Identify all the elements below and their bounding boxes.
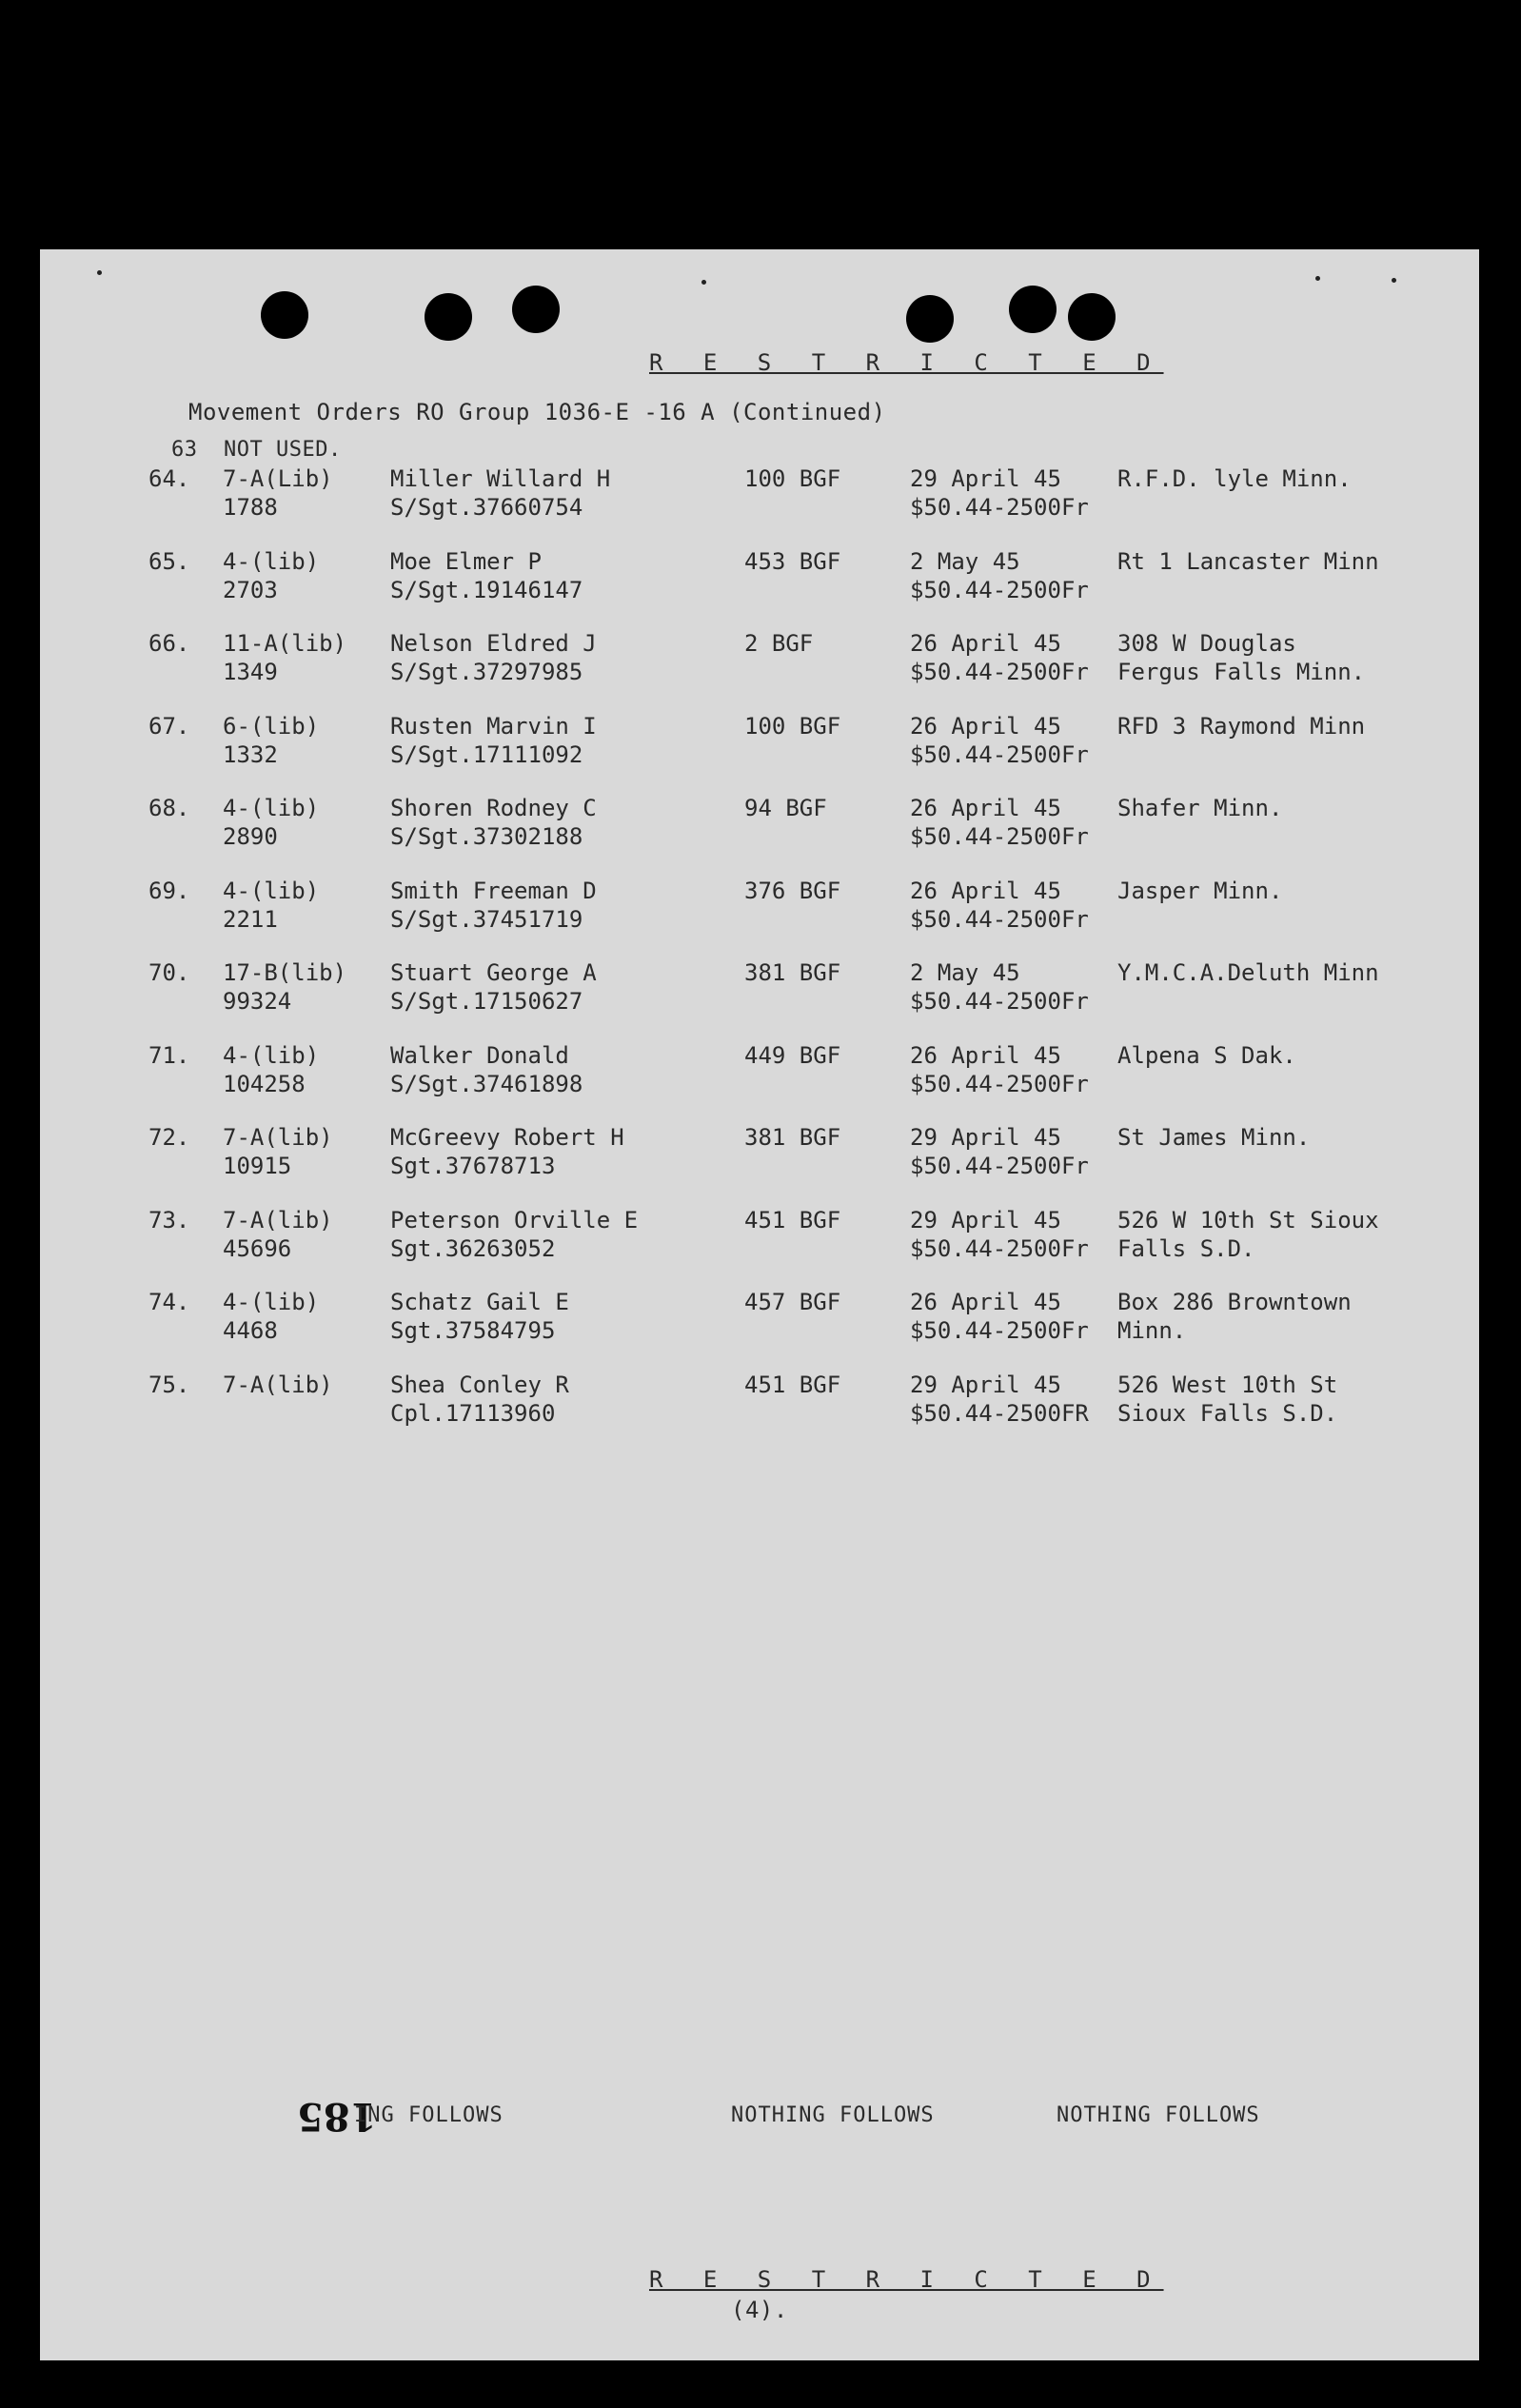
cell-rank: S/Sgt.19146147 [390, 576, 583, 603]
cell-pay: $50.44-2500Fr [910, 905, 1089, 933]
table-row [40, 958, 1479, 1016]
cell-addr1: Rt 1 Lancaster Minn [1117, 547, 1379, 575]
cell-pay: $50.44-2500Fr [910, 1317, 1089, 1344]
cell-unit: 453 BGF [744, 547, 841, 575]
cell-rank: S/Sgt.17111092 [390, 740, 583, 768]
cell-code: 45696 [223, 1234, 292, 1262]
cell-rank: Sgt.37584795 [390, 1317, 556, 1344]
cell-name: Shoren Rodney C [390, 795, 597, 821]
table-row [40, 877, 1479, 934]
document-subtitle: Movement Orders RO Group 1036-E -16 A (Continued) [188, 399, 886, 425]
cell-rank: S/Sgt.37297985 [390, 659, 583, 685]
cell-unit: 376 BGF [744, 877, 841, 904]
cell-addr2: Falls S.D. [1117, 1234, 1255, 1262]
cell-unit: 451 BGF [744, 1206, 841, 1234]
cell-addr2: Fergus Falls Minn. [1117, 659, 1366, 685]
cell-date: 2 May 45 [910, 959, 1020, 986]
cell-code: 1788 [223, 494, 278, 521]
cell-rank: S/Sgt.37461898 [390, 1070, 583, 1097]
page-number: (4). [731, 2297, 788, 2323]
cell-num: 67. [148, 712, 190, 740]
nothing-follows-1: ING FOLLOWS [354, 2103, 504, 2127]
table-row [40, 1371, 1479, 1428]
cell-num: 71. [148, 1041, 190, 1069]
cell-unit: 451 BGF [744, 1371, 841, 1398]
speck [1315, 276, 1320, 281]
cell-date: 26 April 45 [910, 877, 1061, 904]
table-row [40, 464, 1479, 522]
cell-pay: $50.44-2500Fr [910, 659, 1089, 685]
cell-class: 17-B(lib) [223, 959, 347, 986]
cell-class: 7-A(lib) [223, 1124, 333, 1151]
cell-code: 2890 [223, 823, 278, 850]
cell-unit: 100 BGF [744, 712, 841, 740]
table-row [40, 547, 1479, 604]
cell-num: 64. [148, 465, 190, 492]
cell-date: 29 April 45 [910, 1206, 1061, 1234]
cell-addr1: RFD 3 Raymond Minn [1117, 712, 1366, 740]
table-row [40, 1288, 1479, 1345]
cell-addr1: Alpena S Dak. [1117, 1041, 1296, 1069]
cell-class: 4-(lib) [223, 1289, 320, 1315]
cell-rank: S/Sgt.17150627 [390, 988, 583, 1015]
cell-rank: Cpl.17113960 [390, 1399, 556, 1427]
cell-date: 26 April 45 [910, 1041, 1061, 1069]
cell-name: Rusten Marvin I [390, 712, 597, 740]
cell-rank: S/Sgt.37451719 [390, 905, 583, 933]
classification-top: R E S T R I C T E D [649, 349, 1164, 376]
cell-unit: 381 BGF [744, 959, 841, 986]
cell-name: Stuart George A [390, 959, 597, 986]
cell-class: 4-(lib) [223, 1041, 320, 1069]
cell-pay: $50.44-2500FR [910, 1399, 1089, 1427]
cell-rank: S/Sgt.37660754 [390, 494, 583, 521]
cell-name: Peterson Orville E [390, 1206, 639, 1234]
cell-addr2: Sioux Falls S.D. [1117, 1399, 1338, 1427]
cell-code: 1349 [223, 659, 278, 685]
table-row [40, 794, 1479, 851]
cell-class: 4-(lib) [223, 547, 320, 575]
cell-code: 2703 [223, 576, 278, 603]
cell-code: 2211 [223, 905, 278, 933]
cell-pay: $50.44-2500Fr [910, 1070, 1089, 1097]
table-row [40, 712, 1479, 769]
cell-name: Moe Elmer P [390, 547, 542, 575]
cell-code: 1332 [223, 740, 278, 768]
cell-unit: 94 BGF [744, 795, 827, 821]
cell-class: 6-(lib) [223, 712, 320, 740]
cell-date: 29 April 45 [910, 1371, 1061, 1398]
cell-code: 104258 [223, 1070, 306, 1097]
cell-name: Shea Conley R [390, 1371, 569, 1398]
cell-addr1: Box 286 Browntown [1117, 1289, 1352, 1315]
cell-num: 66. [148, 630, 190, 657]
cell-rank: Sgt.36263052 [390, 1234, 556, 1262]
cell-class: 7-A(Lib) [223, 465, 333, 492]
cell-date: 26 April 45 [910, 712, 1061, 740]
cell-rank: Sgt.37678713 [390, 1153, 556, 1179]
cell-pay: $50.44-2500Fr [910, 823, 1089, 850]
cell-addr2: Minn. [1117, 1317, 1187, 1344]
punch-hole [261, 291, 308, 339]
nothing-follows-3: NOTHING FOLLOWS [1057, 2103, 1260, 2127]
cell-date: 26 April 45 [910, 630, 1061, 657]
cell-pay: $50.44-2500Fr [910, 576, 1089, 603]
cell-addr1: 308 W Douglas [1117, 630, 1296, 657]
cell-date: 2 May 45 [910, 547, 1020, 575]
speck [701, 280, 706, 285]
cell-pay: $50.44-2500Fr [910, 1234, 1089, 1262]
table-row [40, 629, 1479, 686]
cell-class: 7-A(lib) [223, 1371, 333, 1398]
cell-class: 4-(lib) [223, 795, 320, 821]
cell-num: 69. [148, 877, 190, 904]
cell-pay: $50.44-2500Fr [910, 740, 1089, 768]
cell-pay: $50.44-2500Fr [910, 988, 1089, 1015]
cell-addr1: 526 West 10th St [1117, 1371, 1338, 1398]
cell-addr1: R.F.D. lyle Minn. [1117, 465, 1352, 492]
cell-addr1: Jasper Minn. [1117, 877, 1283, 904]
cell-num: 65. [148, 547, 190, 575]
stamp-number: 185 [297, 2094, 377, 2139]
cell-name: Nelson Eldred J [390, 630, 597, 657]
cell-addr1: St James Minn. [1117, 1124, 1311, 1151]
table-row [40, 1206, 1479, 1263]
cell-num: 75. [148, 1371, 190, 1398]
cell-class: 11-A(lib) [223, 630, 347, 657]
cell-unit: 449 BGF [744, 1041, 841, 1069]
cell-class: 4-(lib) [223, 877, 320, 904]
cell-addr1: 526 W 10th St Sioux [1117, 1206, 1379, 1234]
cell-num: 68. [148, 795, 190, 821]
cell-num: 73. [148, 1206, 190, 1234]
cell-name: Smith Freeman D [390, 877, 597, 904]
cell-name: McGreevy Robert H [390, 1124, 624, 1151]
cell-code: 4468 [223, 1317, 278, 1344]
table-row [40, 1041, 1479, 1098]
table-row [40, 1123, 1479, 1180]
cell-name: Walker Donald [390, 1041, 569, 1069]
classification-bottom: R E S T R I C T E D [649, 2266, 1164, 2293]
cell-addr1: Shafer Minn. [1117, 795, 1283, 821]
cell-unit: 457 BGF [744, 1289, 841, 1315]
speck [97, 270, 102, 275]
document-page [40, 249, 1479, 2360]
cell-date: 29 April 45 [910, 465, 1061, 492]
cell-rank: S/Sgt.37302188 [390, 823, 583, 850]
punch-hole [906, 295, 954, 343]
punch-hole [425, 293, 472, 341]
cell-name: Schatz Gail E [390, 1289, 569, 1315]
not-used-note: 63 NOT USED. [171, 438, 342, 462]
cell-date: 29 April 45 [910, 1124, 1061, 1151]
cell-class: 7-A(lib) [223, 1206, 333, 1234]
cell-pay: $50.44-2500Fr [910, 1153, 1089, 1179]
cell-date: 26 April 45 [910, 795, 1061, 821]
cell-num: 70. [148, 959, 190, 986]
cell-unit: 2 BGF [744, 630, 814, 657]
cell-pay: $50.44-2500Fr [910, 494, 1089, 521]
cell-num: 72. [148, 1124, 190, 1151]
cell-addr1: Y.M.C.A.Deluth Minn [1117, 959, 1379, 986]
cell-name: Miller Willard H [390, 465, 611, 492]
punch-hole [1068, 293, 1116, 341]
cell-num: 74. [148, 1289, 190, 1315]
nothing-follows-2: NOTHING FOLLOWS [731, 2103, 935, 2127]
cell-unit: 100 BGF [744, 465, 841, 492]
punch-hole [512, 286, 560, 333]
cell-code: 99324 [223, 988, 292, 1015]
cell-unit: 381 BGF [744, 1124, 841, 1151]
speck [1392, 278, 1396, 283]
punch-hole [1009, 286, 1057, 333]
cell-code: 10915 [223, 1153, 292, 1179]
cell-date: 26 April 45 [910, 1289, 1061, 1315]
